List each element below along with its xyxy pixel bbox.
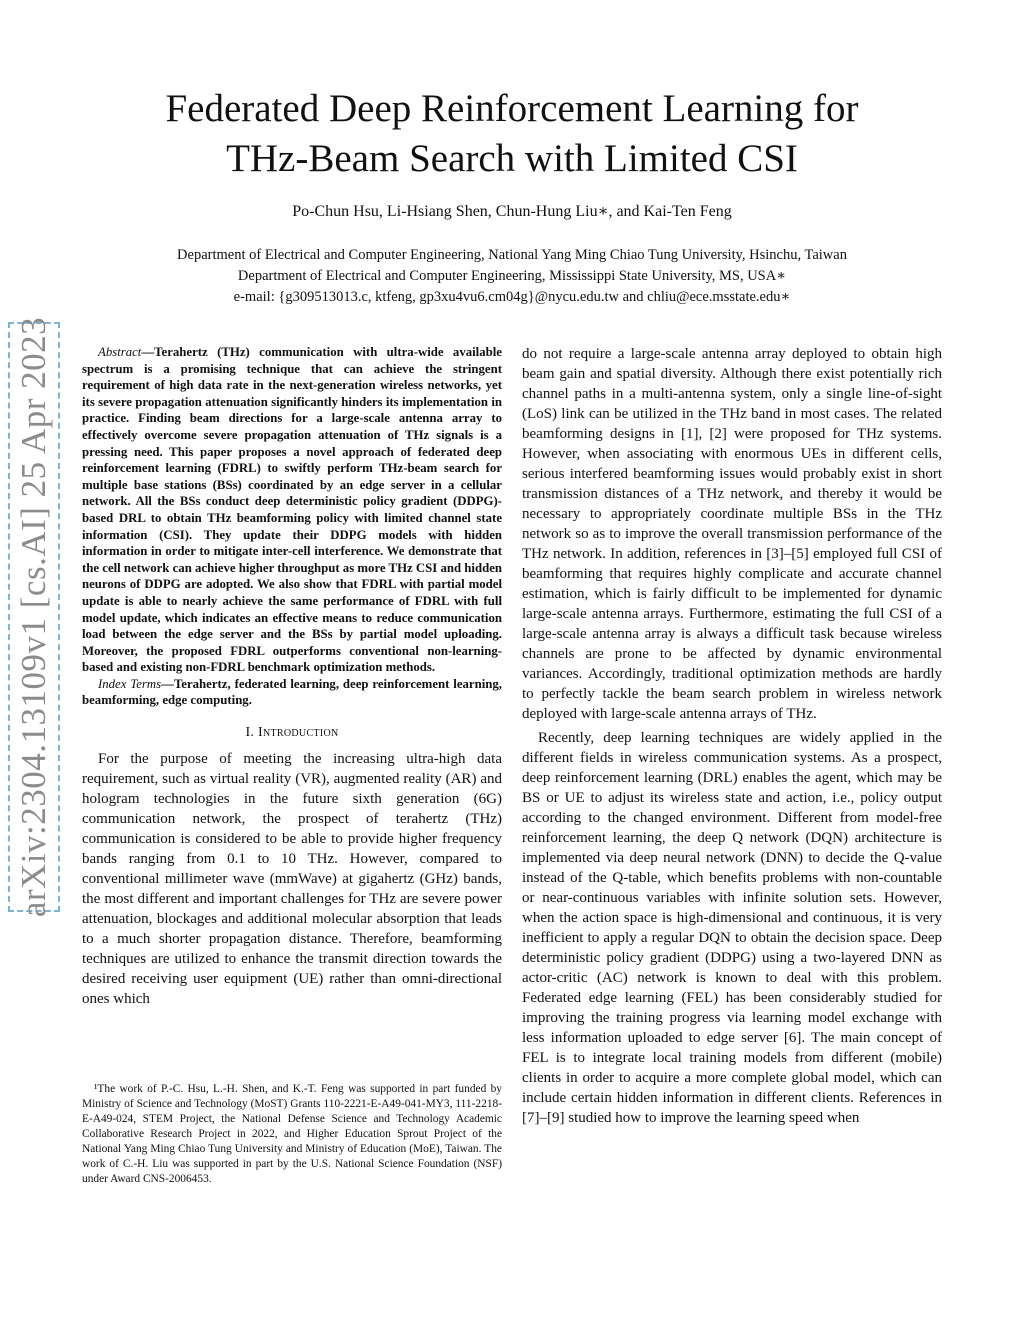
intro-paragraph-1: For the purpose of meeting the increasing ultra-high data requirement, such as virtual reality (VR), augmented reality (AR) and hologram technologies in the future sixth generation (6G) communication network, the prospect of terahertz (THz) communication is considered to be able to provide higher frequency bands ranging from 0.1 to 10 THz. However, compared to conventional millimeter wave (mmWave) at gigahertz (GHz) bands, the most different and important challenges for THz are severe power attenuation, blockages and additional molecular absorption that leads to a much shorter propagation distance. Therefore, beamforming techniques are utilized to enhance the transmit direction towards the desired receiving user equipment (UE) rather than omni-directional ones which — [82, 751, 502, 1008]
arxiv-identifier: arXiv:2304.13109v1 [cs.AI] 25 Apr 2023 — [14, 316, 53, 918]
intro-paragraph-2: do not require a large-scale antenna array deployed to obtain high beam gain and spatial diversity. Although there exist potentially rich channel paths in a multi-antenna system, only a single line-of-sight (LoS) link can be utilized in the THz band in most cases. The related beamforming designs in [1], [2] were proposed for THz systems. However, when associating with enormous UEs in different cells, serious interfered beamforming issues would probably exist in short transmission distances of a THz network, and thereby it would be necessary to appropriately coordinate multiple BSs in the THz network so as to improve the overall transmission performance of the THz network. In addition, references in [3]–[5] employed full CSI of beamforming that requires highly complicate and accurate channel estimation, which is fairly difficult to be implemented for dynamic large-scale antenna arrays. Furthermore, estimating the full CSI of a large-scale antenna array is always a difficult task because wireless channels are prone to be affected by dynamic environmental variances. Accordingly, traditional optimization methods are hardly to perfectly tackle the beam search problem in wireless network deployed with large-scale antenna arrays of THz. — [522, 346, 942, 722]
author-list: Po-Chun Hsu, Li-Hsiang Shen, Chun-Hung Liu∗, and Kai-Ten Feng — [292, 203, 732, 220]
title-line-2: THz-Beam Search with Limited CSI — [226, 137, 798, 180]
abstract-label: Abstract — [98, 345, 142, 359]
abstract — [82, 344, 502, 676]
affiliation-msstate: Department of Electrical and Computer Engineering, Mississippi State University, MS, USA∗ — [237, 268, 787, 284]
affiliation-nycu: Department of Electrical and Computer Engineering, National Yang Ming Chiao Tung University, Hsinchu, Taiwan — [177, 247, 847, 263]
index-terms-text: —Terahertz, federated learning, deep reinforcement learning, beamforming, edge computing. — [82, 676, 502, 708]
index-terms — [82, 676, 502, 709]
paper-title — [100, 84, 924, 184]
author-emails: e-mail: {g309513013.c, ktfeng, gp3xu4vu6.cm04g}@nycu.edu.tw and chliu@ece.msstate.edu∗ — [233, 289, 791, 305]
section-heading-introduction: I. Introduction — [245, 725, 339, 741]
left-column — [82, 344, 502, 1009]
title-line-1: Federated Deep Reinforcement Learning for — [165, 87, 859, 130]
arxiv-identifier-stamp — [8, 316, 60, 918]
affiliations — [80, 245, 944, 308]
intro-paragraph-3: Recently, deep learning techniques are widely applied in the different fields in wireless communication systems. As a prospect, deep reinforcement learning (DRL) enables the agent, which may be BS or UE to adjust its wireless state and action, i.e., policy output according to the changed environment. Different from model-free reinforcement learning, the deep Q network (DQN) architecture is implemented via deep neural network (DNN) to decide the Q-value instead of the Q-table, which benefits problems with non-countable or near-continuous variables with infinite solution sets. However, when the action space is high-dimensional and continuous, it is very inefficient to apply a regular DQN to obtain the decision space. Deep deterministic policy gradient (DDPG) using a two-layered DNN as actor-critic (AC) network is known to deal with this problem. Federated edge learning (FEL) has been considerably studied for improving the training progress via learning model exchange with less information uploaded to edge server [6]. The main concept of FEL is to integrate local training models from different (mobile) clients in order to acquire a more complete global model, which can include certain hidden information in different clients. References in [7]–[9] studied how to improve the learning speed when — [522, 730, 942, 1126]
index-terms-label: Index Terms — [98, 676, 162, 691]
funding-footnote: ¹The work of P.-C. Hsu, L.-H. Shen, and K.-T. Feng was supported in part funded by Ministry of Science and Technology (MoST) Grants 110-2221-E-A49-041-MY3, 111-2218-E-A49-024, STEM Project, the National Defense Science and Technology Academic Collaborative Research Project in 2022, and Higher Education Sprout Project of the National Yang Ming Chiao Tung University and Ministry of Education (MoE), Taiwan. The work of C.-H. Liu was supported in part by the U.S. National Science Foundation (NSF) under Award CNS-2006453. — [82, 1083, 502, 1185]
right-column — [522, 344, 942, 1128]
abstract-text: —Terahertz (THz) communication with ultra-wide available spectrum is a promising technique that can achieve the stringent requirement of high data rate in the next-generation wireless networks, yet its severe propagation attenuation significantly hinders its implementation in practice. Finding beam directions for a large-scale antenna array to effectively overcome severe propagation attenuation of THz signals is a pressing need. This paper proposes a novel approach of federated deep reinforcement learning (FDRL) to swiftly perform THz-beam search for multiple base stations (BSs) coordinated by an edge server in a cellular network. All the BSs conduct deep deterministic policy gradient (DDPG)-based DRL to obtain THz beamforming policy with limited channel state information (CSI). They update their DDPG models with hidden information in order to mitigate inter-cell interference. We demonstrate that the cell network can achieve higher throughput as more THz CSI and hidden neurons of DDPG are adopted. We also show that FDRL with partial model update is able to nearly achieve the same performance of FDRL with full model update, which indicates an effective means to reduce communication load between the edge server and the BSs by partial model uploading. Moreover, the proposed FDRL outperforms conventional non-learning-based and existing non-FDRL benchmark optimization methods. — [82, 345, 502, 675]
footnote-divider — [82, 1076, 212, 1077]
